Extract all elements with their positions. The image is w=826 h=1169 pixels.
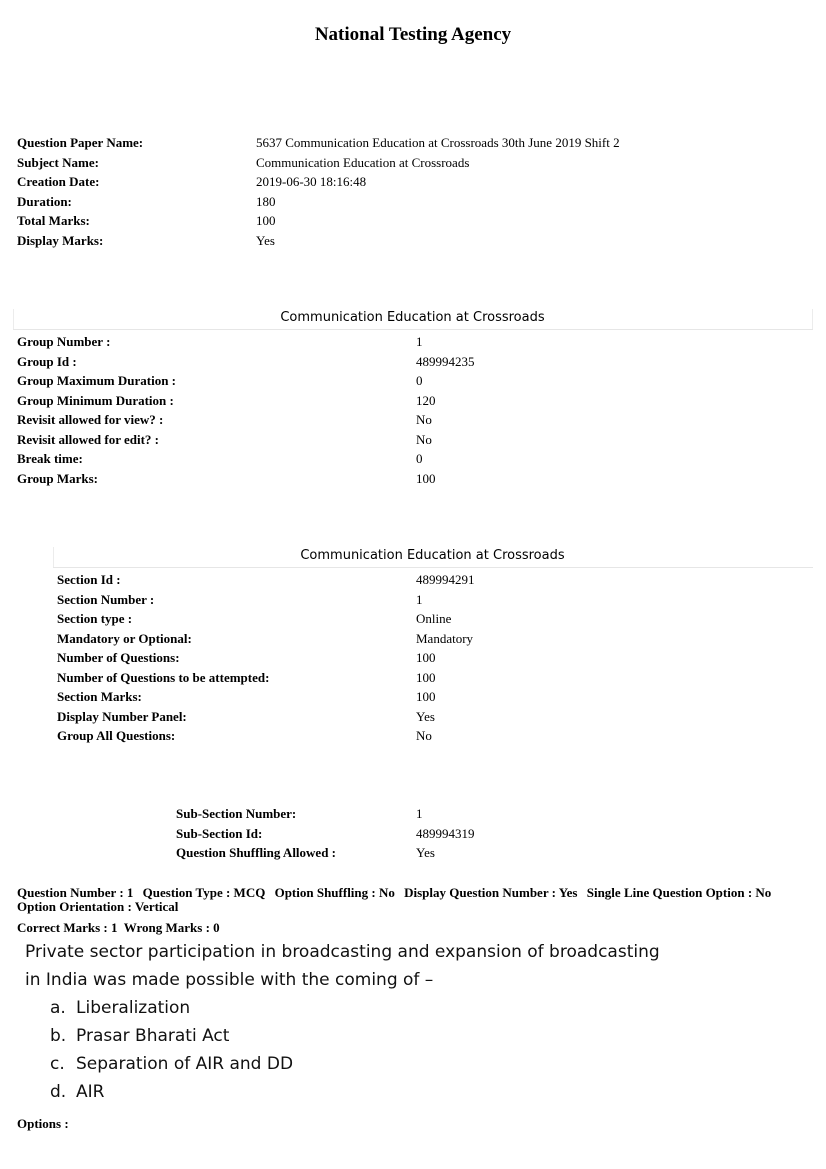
field-value: Yes [416, 845, 435, 860]
subsection-info-row [176, 824, 806, 844]
field-label: Revisit allowed for edit? : [17, 431, 160, 447]
option-item [50, 1078, 293, 1106]
group-info-row [17, 469, 807, 489]
group-info-row [17, 430, 807, 450]
option-list [50, 994, 293, 1106]
field-label: Group Number : [17, 334, 111, 349]
section-info-table [57, 570, 807, 746]
field-label: Total Marks: [17, 213, 90, 228]
field-value: No [416, 728, 432, 743]
group-info-row [17, 332, 807, 352]
field-label: Section Marks: [57, 689, 142, 704]
group-heading: Communication Education at Crossroads [280, 310, 545, 325]
paper-info-row [17, 231, 807, 251]
field-value: 489994291 [416, 572, 475, 587]
option-item [50, 1050, 293, 1078]
option-item [50, 1022, 293, 1050]
field-value: 2019-06-30 18:16:48 [256, 174, 367, 189]
option-text: AIR [76, 1082, 105, 1102]
field-label: Subject Name: [17, 154, 99, 170]
field-value: 100 [416, 650, 436, 665]
paper-info-row [17, 211, 807, 231]
group-divider [13, 329, 813, 330]
display-question-number: Display Question Number : Yes [404, 885, 578, 900]
field-value: 489994235 [416, 353, 475, 369]
section-heading: Communication Education at Crossroads [300, 548, 565, 563]
option-item [50, 994, 293, 1022]
option-shuffling: Option Shuffling : No [274, 885, 395, 900]
section-info-row [57, 707, 807, 727]
field-label: Sub-Section Id: [176, 825, 263, 841]
subsection-info-row [176, 804, 806, 824]
question-number: Question Number : 1 [17, 885, 134, 900]
section-info-row [57, 570, 807, 590]
field-value: 100 [416, 669, 436, 685]
paper-info-row [17, 133, 807, 153]
question-text-line: Private sector participation in broadcasting and expansion of broadcasting [25, 942, 660, 962]
field-label: Sub-Section Number: [176, 806, 297, 821]
field-value: Yes [416, 708, 435, 724]
group-info-table [17, 332, 807, 488]
field-value: 1 [416, 591, 423, 607]
paper-info-table [17, 133, 807, 250]
field-value: 180 [256, 193, 276, 209]
question-type: Question Type : MCQ [142, 885, 266, 900]
field-label: Group Marks: [17, 470, 99, 486]
field-label: Display Number Panel: [57, 708, 187, 724]
field-value: 489994319 [416, 825, 475, 841]
option-text: Prasar Bharati Act [76, 1026, 230, 1046]
group-info-row [17, 371, 807, 391]
subsection-info-table [176, 804, 806, 863]
field-label: Group All Questions: [57, 728, 176, 743]
field-label: Duration: [17, 193, 72, 209]
field-value: Mandatory [416, 630, 474, 646]
field-label: Display Marks: [17, 232, 104, 248]
field-value: 1 [416, 806, 423, 821]
option-text: Liberalization [76, 998, 191, 1018]
group-frame-right [812, 309, 813, 329]
section-divider [53, 567, 813, 568]
section-info-row [57, 648, 807, 668]
field-label: Section Id : [57, 572, 121, 587]
field-label: Group Minimum Duration : [17, 392, 174, 408]
section-info-row [57, 590, 807, 610]
group-info-row [17, 391, 807, 411]
field-value: 0 [416, 451, 423, 466]
page-title: National Testing Agency [314, 24, 512, 45]
field-value: 100 [416, 470, 436, 486]
field-value: 100 [416, 689, 436, 704]
subsection-info-row [176, 843, 806, 863]
field-value: No [416, 431, 432, 447]
field-label: Number of Questions to be attempted: [57, 669, 270, 685]
option-letter: b. [50, 1026, 67, 1046]
group-info-row [17, 449, 807, 469]
question-text-line: in India was made possible with the coming of – [25, 970, 434, 990]
field-label: Revisit allowed for view? : [17, 412, 164, 427]
field-value: 120 [416, 392, 436, 408]
paper-info-row [17, 192, 807, 212]
question-marks: Correct Marks : 1 Wrong Marks : 0 [17, 920, 220, 935]
field-label: Section Number : [57, 591, 155, 607]
group-info-row [17, 352, 807, 372]
question-meta [17, 886, 807, 914]
section-info-row [57, 629, 807, 649]
paper-info-row [17, 172, 807, 192]
field-label: Creation Date: [17, 174, 100, 189]
field-value: Yes [256, 232, 275, 248]
field-value: 1 [416, 334, 423, 349]
section-info-row [57, 687, 807, 707]
option-letter: d. [50, 1082, 67, 1102]
field-value: No [416, 412, 432, 427]
field-label: Question Shuffling Allowed : [176, 845, 337, 860]
field-label: Mandatory or Optional: [57, 630, 192, 646]
paper-info-row [17, 153, 807, 173]
field-label: Group Id : [17, 353, 77, 369]
question-text [25, 938, 725, 994]
field-label: Break time: [17, 451, 83, 466]
options-label: Options : [17, 1116, 69, 1131]
field-label: Question Paper Name: [17, 135, 144, 150]
option-letter: a. [50, 998, 66, 1018]
field-value: Communication Education at Crossroads [256, 154, 470, 170]
section-info-row [57, 609, 807, 629]
option-letter: c. [50, 1054, 65, 1074]
section-info-row [57, 726, 807, 746]
field-value: Online [416, 611, 452, 626]
field-label: Number of Questions: [57, 650, 180, 665]
option-orientation: Option Orientation : Vertical [17, 899, 179, 914]
field-label: Section type : [57, 611, 133, 626]
field-value: 100 [256, 213, 276, 228]
single-line-question-option: Single Line Question Option : No [586, 885, 772, 900]
field-value: 5637 Communication Education at Crossroads 30th June 2019 Shift 2 [256, 135, 620, 150]
field-label: Group Maximum Duration : [17, 373, 177, 388]
field-value: 0 [416, 373, 423, 388]
group-info-row [17, 410, 807, 430]
section-info-row [57, 668, 807, 688]
option-text: Separation of AIR and DD [76, 1054, 294, 1074]
